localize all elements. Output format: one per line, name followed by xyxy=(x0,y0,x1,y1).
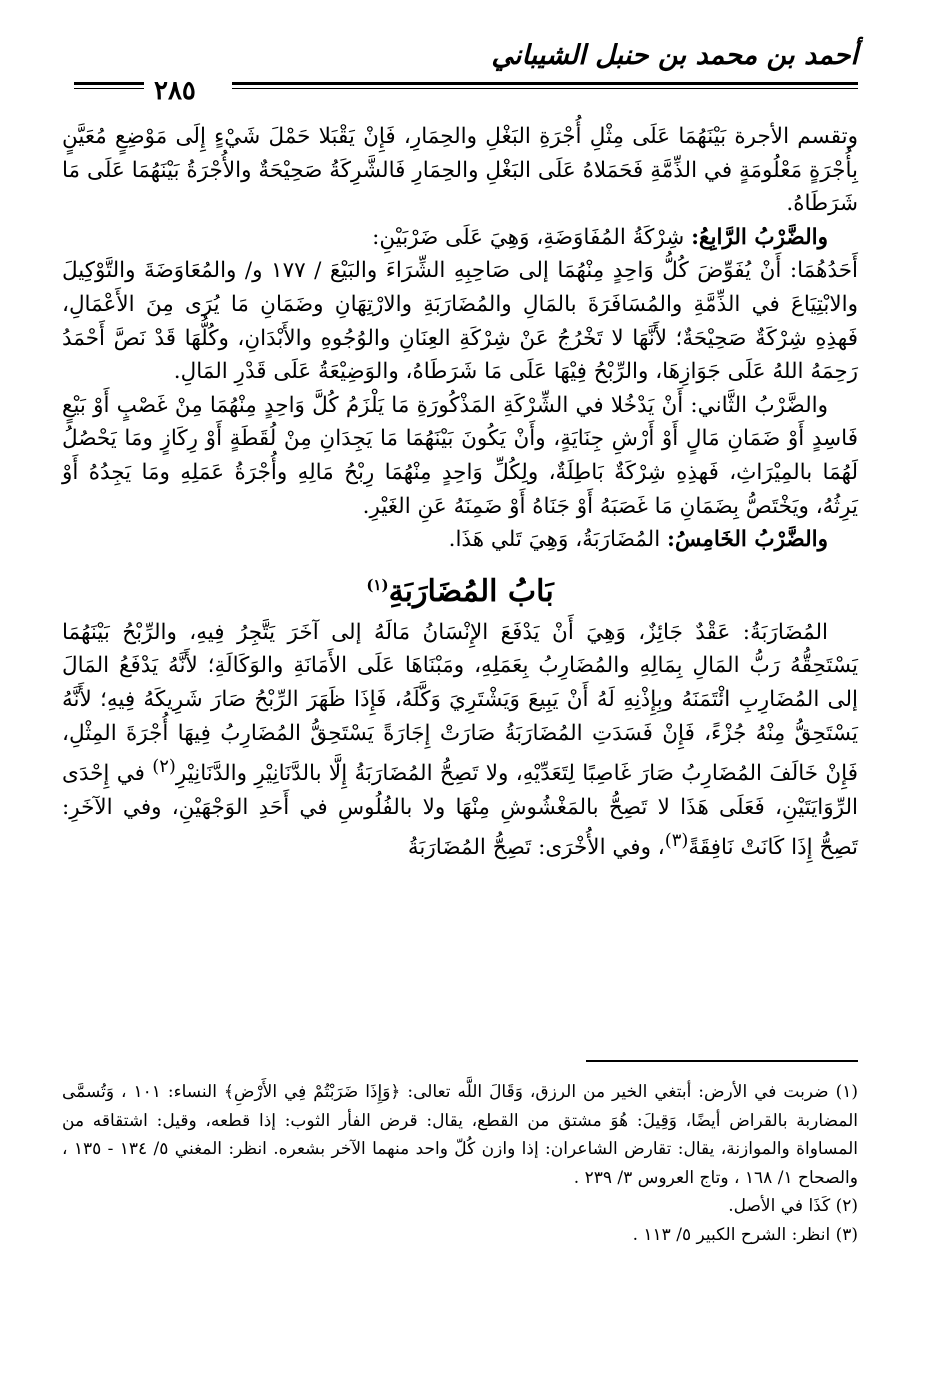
paragraph xyxy=(62,616,858,865)
footnote-marker: (٣) xyxy=(664,830,689,852)
header-rule xyxy=(232,82,858,89)
header-rule-short xyxy=(74,82,144,89)
paragraph-lead: والضَّرْبُ الخَامِسُ: xyxy=(667,527,828,553)
paragraph-lead: والضَّرْبُ الرَّابِعُ: xyxy=(691,224,828,250)
section-title-text: بَابُ المُضَارَبَةِ xyxy=(388,573,554,609)
paragraph-text: المُضَارَبَةُ، وَهِيَ تَلي هَذَا. xyxy=(448,527,668,553)
footnote-marker: (١) xyxy=(366,575,389,594)
footnote-separator xyxy=(586,1060,858,1062)
footnotes xyxy=(62,1078,858,1249)
paragraph: أَحَدُهُمَا: أَنْ يُفَوِّضَ كُلُّ وَاحِدٍ مِنْهُمَا إلى صَاحِبِهِ الشِّرَاءَ والبَيْعَ / ١٧٧ و/ والمُعَاوَضَةَ والتَّوْكِيلَ والابْتِيَاعَ في الذِّمَّةِ والمُسَافَرَةَ بالمَالِ والمُضَارَبَةِ والارْتِهَانِ وضَمَانِ مَا يُرَى مِنَ الأَعْمَالِ، فَهذِهِ شِرْكَةٌ صَحِيْحَةٌ؛ لأَنَّهَا لا تَخْرُجُ عَنْ شِرْكَةِ العِنَانِ والوُجُوهِ والأَبْدَانِ، وكُلُّهَا قَدْ نَصَّ أَحْمَدُ رَحِمَهُ اللهُ عَلَى جَوَازِهَا، والرِّبْحُ فِيْهَا عَلَى مَا شَرَطَاهُ، والوَضِيْعَةُ عَلَى قَدْرِ المَالِ. xyxy=(62,258,858,385)
paragraph: وتقسم الأجرة بَيْنَهُمَا عَلَى مِثْلِ أُجْرَةِ البَغْلِ والحِمَارِ، فَإِنْ يَقْبَلا حَمْلَ شَيْءٍ إِلَى مَوْضِعٍ مُعَيَّنٍ بِأُجْرَةٍ مَعْلُومَةٍ في الذِّمَّةِ فَحَمَلاهُ عَلَى البَغْلِ والحِمَارِ فَالشَّرِكَةُ صَحِيْحَةٌ والأُجْرَةُ بَيْنَهُمَا عَلَى مَا شَرَطَاهُ. xyxy=(62,124,858,217)
running-title: أحمد بن محمد بن حنبل الشيباني xyxy=(491,40,858,71)
paragraph-text: في إِحْدَى الرِّوَايَتَيْنِ، فَعَلَى هَذَا لا تَصِحُّ بالمَغْشُوشِ مِنْهَا ولا بالفُلُوسِ في أَحَدِ الوَجْهَيْنِ، وفي الآخَرِ: تَصِحُّ إِذَا كَانَتْ نَافِقَةً xyxy=(62,761,858,861)
paragraph-text: ، وفي الأُخْرَى: تَصِحُّ المُضَارَبَةُ xyxy=(407,835,665,861)
paragraph-text: المُضَارَبَةُ: عَقْدٌ جَائِزٌ، وَهِيَ أَنْ يَدْفَعَ الإِنْسَانُ مَالَهُ إلى آخَرَ يَتَّجِرُ فِيهِ، والرِّبْحُ بَيْنَهُمَا يَسْتَحِقُّهُ رَبُّ المَالِ بِمَالِهِ والمُضَارِبُ بِعَمَلِهِ، ومَبْنَاهَا عَلَى الأَمَانَةِ والوَكَالَةِ؛ لأَنَّهُ يَدْفَعُ المَالَ إلى المُضَارِبِ ائْتَمَنَهُ وبِإِذْنِهِ لَهُ أَنْ يَبِيعَ وَيَشْتَرِيَ وَكَّلَهُ، فَإِذَا ظَهَرَ الرِّبْحُ صَارَ شَرِيكَهُ فِيهِ؛ لأَنَّهُ يَسْتَحِقُّ مِنْهُ جُزْءً، فَإِنْ فَسَدَتِ المُضَارَبَةُ صَارَتْ إِجَارَةً يَسْتَحِقُّ المُضَارِبُ فِيهَا أُجْرَةَ المِثْلِ، فَإِنْ خَالَفَ المُضَارِبُ صَارَ غَاصِبًا لِتَعَدِّيْهِ، ولا تَصِحُّ المُضَارَبَةُ إِلَّا بالدَّنَانِيْرِ والدَّنَانِيْرِ xyxy=(62,619,859,787)
paragraph-text: شِرْكَةُ المُفَاوَضَةِ، وَهِيَ عَلَى ضَرْبَيْنِ: xyxy=(372,224,692,250)
footnote: (٣) انظر: الشرح الكبير ٥/ ١١٣ . xyxy=(632,1224,858,1245)
section-title xyxy=(62,563,858,614)
footnote: (١) ضربت في الأرض: أبتغي الخير من الرزق، وَقَالَ اللَّه تعالى: ﴿وَإِذَا ضَرَبْتُمْ فِي الأَرْضِ﴾ النساء: ١٠١ ، وَتُسمَّى المضاربة بالقراض أيضًا، وَقِيلَ: هُوَ مشتق من القطع، يقال: قرض الفأر الثوب: إذا قطعه، وقيل: اشتقاقه من المساواة والموازنة، يقال: تقارض الشاعران: إذا وازن كُلّ واحد منهما الآخر بشعره. انظر: المغني ٥/ ١٣٤ - ١٣٥ ، والصحاح ١/ ١٦٨ ، وتاج العروس ٣/ ٢٣٩ . xyxy=(62,1082,858,1188)
paragraph xyxy=(62,523,858,557)
page-number: ٢٨٥ xyxy=(154,76,196,106)
page-header xyxy=(62,40,858,108)
paragraph: والضَّرْبُ الثَّاني: أَنْ يَدْخُلا في الشِّرْكَةِ المَذْكُورَةِ مَا يَلْزَمُ كُلَّ وَاحِدٍ مِنْهُمَا مِنْ غَصْبٍ أَوْ بَيْعٍ فَاسِدٍ أَوْ ضَمَانِ مَالٍ أَوْ أَرْشِ جِنَايَةٍ، وأَنْ يَكُونَ بَيْنَهُمَا مَا يَجِدَانِ مِنْ لُقَطَةٍ أَوْ رِكَازٍ ومَا يَحْصُلُ لَهُمَا بالمِيْرَاثِ، فَهذِهِ شِرْكَةٌ بَاطِلَةٌ، ولِكُلِّ وَاحِدٍ مِنْهُمَا رِبْحُ مَالِهِ وأُجْرَةُ عَمَلِهِ ومَا يَجِدُهُ أَوْ يَرِثُهُ، ويَخْتَصُّ بِضَمَانِ مَا غَصَبَهُ أَوْ جَنَاهُ أَوْ ضَمِنَهُ عَنِ الغَيْرِ. xyxy=(62,392,858,519)
paragraph xyxy=(62,221,858,255)
footnote-marker: (٢) xyxy=(152,756,176,778)
footnote: (٢) كَذَا في الأصل. xyxy=(728,1196,858,1216)
main-text xyxy=(62,120,858,865)
